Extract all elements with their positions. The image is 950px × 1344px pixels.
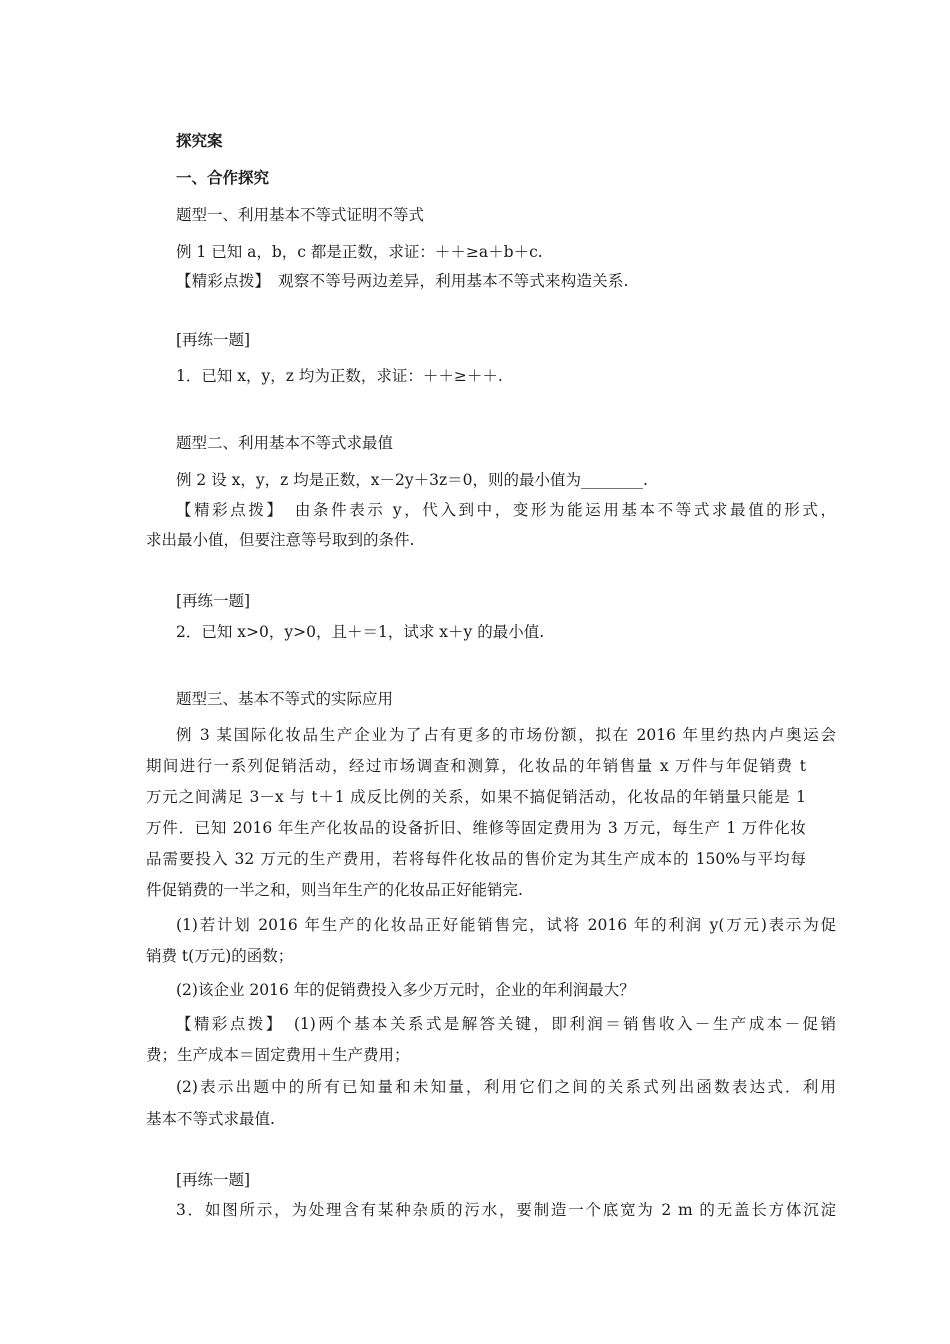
text-line: 销费 t(万元)的函数； bbox=[146, 947, 294, 965]
text-line: (2)表示出题中的所有已知量和未知量，利用它们之间的关系式列出函数表达式．利用 bbox=[176, 1078, 836, 1096]
text-line: 1．已知 x，y，z 均为正数，求证：＋＋≥＋＋. bbox=[176, 367, 503, 385]
text-line: 例 3 某国际化妆品生产企业为了占有更多的市场份额，拟在 2016 年里约热内卢奥运会 bbox=[176, 726, 836, 744]
text-line: 例 2 设 x，y，z 均是正数，x－2y＋3z＝0，则的最小值为________. bbox=[176, 471, 648, 489]
text-line: 题型一、利用基本不等式证明不等式 bbox=[176, 206, 425, 224]
text-line: 3．如图所示，为处理含有某种杂质的污水，要制造一个底宽为 2 m 的无盖长方体沉淀 bbox=[176, 1201, 836, 1219]
text-line: 件促销费的一半之和，则当年生产的化妆品正好能销完. bbox=[146, 881, 523, 899]
text-line: 基本不等式求最值. bbox=[146, 1110, 275, 1128]
text-line: 【精彩点拨】 观察不等号两边差异，利用基本不等式来构造关系. bbox=[176, 272, 629, 290]
text-line: [再练一题] bbox=[176, 1171, 251, 1189]
text-line: 【精彩点拨】 (1)两个基本关系式是解答关键，即利润＝销售收入－生产成本－促销 bbox=[176, 1015, 836, 1033]
text-line: (2)该企业 2016 年的促销费投入多少万元时，企业的年利润最大？ bbox=[176, 981, 635, 999]
text-line: 一、合作探究 bbox=[176, 168, 270, 187]
text-line: 期间进行一系列促销活动，经过市场调查和测算，化妆品的年销售量 x 万件与年促销费 t bbox=[146, 757, 806, 775]
text-line: 费；生产成本＝固定费用＋生产费用； bbox=[146, 1046, 410, 1064]
text-line: [再练一题] bbox=[176, 592, 251, 610]
text-line: 题型二、利用基本不等式求最值 bbox=[176, 434, 394, 452]
text-line: 求出最小值，但要注意等号取到的条件. bbox=[146, 531, 415, 549]
text-line: [再练一题] bbox=[176, 331, 251, 349]
text-line: 【精彩点拨】 由条件表示 y，代入到中，变形为能运用基本不等式求最值的形式， bbox=[176, 501, 836, 519]
text-line: 例 1 已知 a，b，c 都是正数，求证：＋＋≥a＋b＋c. bbox=[176, 243, 543, 261]
text-line: 万元之间满足 3－x 与 t＋1 成反比例的关系，如果不搞促销活动，化妆品的年销量只能是 1 bbox=[146, 788, 806, 806]
text-line: 品需要投入 32 万元的生产费用，若将每件化妆品的售价定为其生产成本的 150%与平均每 bbox=[146, 850, 806, 868]
text-line: 2．已知 x>0，y>0，且＋＝1，试求 x＋y 的最小值. bbox=[176, 623, 545, 641]
text-line: 万件．已知 2016 年生产化妆品的设备折旧、维修等固定费用为 3 万元，每生产 1 万件化妆 bbox=[146, 819, 806, 837]
text-line: 题型三、基本不等式的实际应用 bbox=[176, 690, 394, 708]
text-line: (1)若计划 2016 年生产的化妆品正好能销售完，试将 2016 年的利润 y(万元)表示为促 bbox=[176, 916, 836, 934]
text-line: 探究案 bbox=[176, 131, 223, 150]
